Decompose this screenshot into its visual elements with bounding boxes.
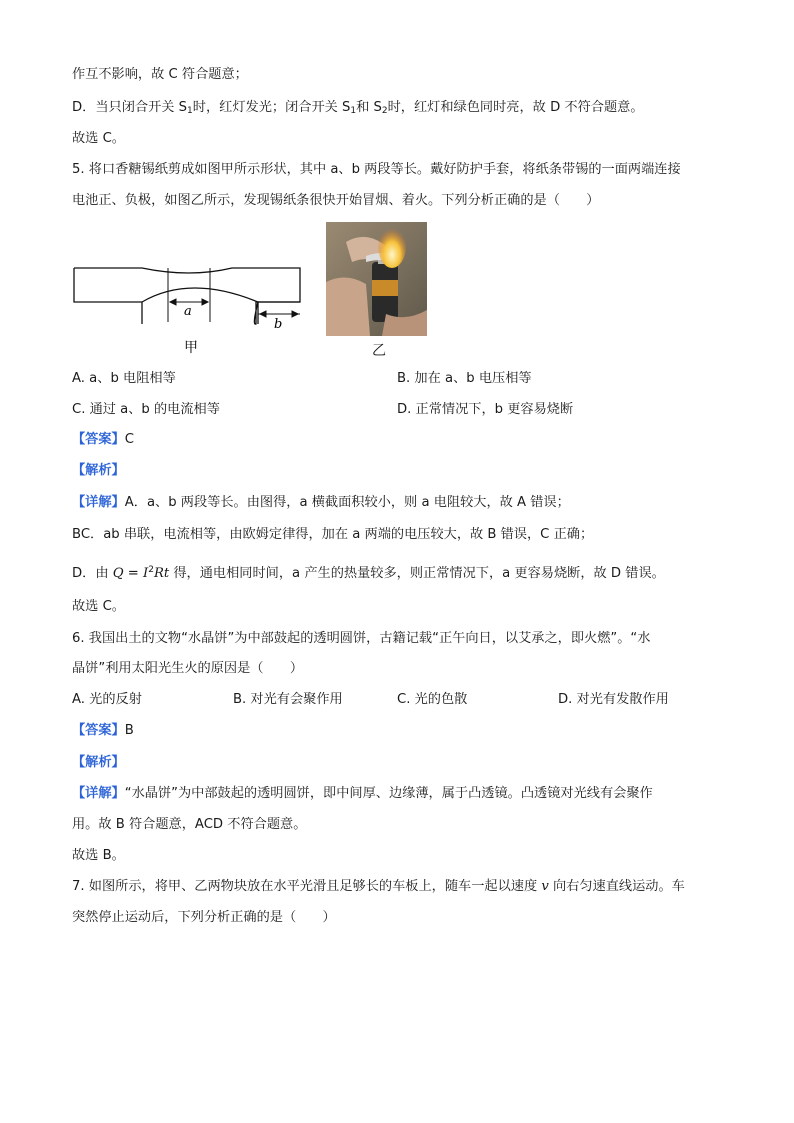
q7-stem-line1: 7. 如图所示，将甲、乙两物块放在水平光滑且足够长的车板上，随车一起以速度 v 向右匀速直线运动。车	[72, 879, 685, 894]
label-a: a	[184, 304, 192, 319]
q5-option-d[interactable]: D. 正常情况下，b 更容易烧断	[397, 402, 574, 417]
q6-option-d[interactable]: D. 对光有发散作用	[558, 692, 669, 707]
q5-stem-line2: 电池正、负极，如图乙所示，发现锡纸条很快开始冒烟、着火。下列分析正确的是（ ）	[72, 193, 600, 208]
q5-figure-jia	[72, 226, 312, 360]
q5-option-c[interactable]: C. 通过 a、b 的电流相等	[72, 402, 220, 417]
q6-stem-line2: 晶饼”利用太阳光生火的原因是（ ）	[72, 661, 304, 676]
q6-choose: 故选 B。	[72, 848, 125, 863]
q6-detail-line2: 用。故 B 符合题意，ACD 不符合题意。	[72, 817, 307, 832]
q5-detail-line2: BC．ab 串联，电流相等，由欧姆定律得，加在 a 两端的电压较大，故 B 错误，C 正确；	[72, 527, 594, 542]
q5-photo-yi	[326, 222, 427, 336]
prev-q4-tail: 作互不影响，故 C 符合题意；	[72, 67, 248, 82]
q5-option-b[interactable]: B. 加在 a、b 电压相等	[397, 371, 532, 386]
q6-answer: 【答案】B	[72, 723, 134, 738]
prev-q4-choose: 故选 C。	[72, 131, 125, 146]
q5-answer: 【答案】C	[72, 432, 134, 447]
q5-analysis-tag: 【解析】	[72, 463, 125, 478]
q5-stem-line1: 5. 将口香糖锡纸剪成如图甲所示形状，其中 a、b 两段等长。戴好防护手套，将纸条带锡的一面两端连接	[72, 162, 681, 177]
q5-detail-line3: D．由 $Q = I^2Rt$ 得，通电相同时间，a 产生的热量较多，则正常情况下，a 更容易烧断，故 D 错误。	[72, 565, 665, 581]
q6-option-a[interactable]: A. 光的反射	[72, 692, 142, 707]
prev-q4-option-d: D．当只闭合开关 $S_1$时，红灯发光；闭合开关 $S_1$和 $S_2$时，红灯和绿色同时亮，故 D 不符合题意。	[72, 100, 644, 116]
label-b: b	[274, 317, 283, 332]
q6-option-c[interactable]: C. 光的色散	[397, 692, 468, 707]
q6-detail-line1: 【详解】“水晶饼”为中部鼓起的透明圆饼，即中间厚、边缘薄，属于凸透镜。凸透镜对光线有会聚作	[72, 786, 653, 801]
q6-stem-line1: 6. 我国出土的文物“水晶饼”为中部鼓起的透明圆饼，古籍记载“正午向日，以艾承之，即火燃”。“水	[72, 631, 651, 646]
q5-option-a[interactable]: A. a、b 电阻相等	[72, 371, 176, 386]
q5-choose: 故选 C。	[72, 599, 125, 614]
q6-option-b[interactable]: B. 对光有会聚作用	[233, 692, 343, 707]
answer-tag: 【答案】	[72, 432, 125, 447]
caption-jia: 甲	[184, 340, 198, 356]
q7-stem-line2: 突然停止运动后，下列分析正确的是（ ）	[72, 910, 336, 925]
q6-analysis-tag: 【解析】	[72, 755, 125, 770]
caption-yi: 乙	[372, 343, 386, 359]
q5-detail-line1: 【详解】A．a、b 两段等长。由图得，a 横截面积较小，则 a 电阻较大，故 A 错误；	[72, 495, 570, 510]
